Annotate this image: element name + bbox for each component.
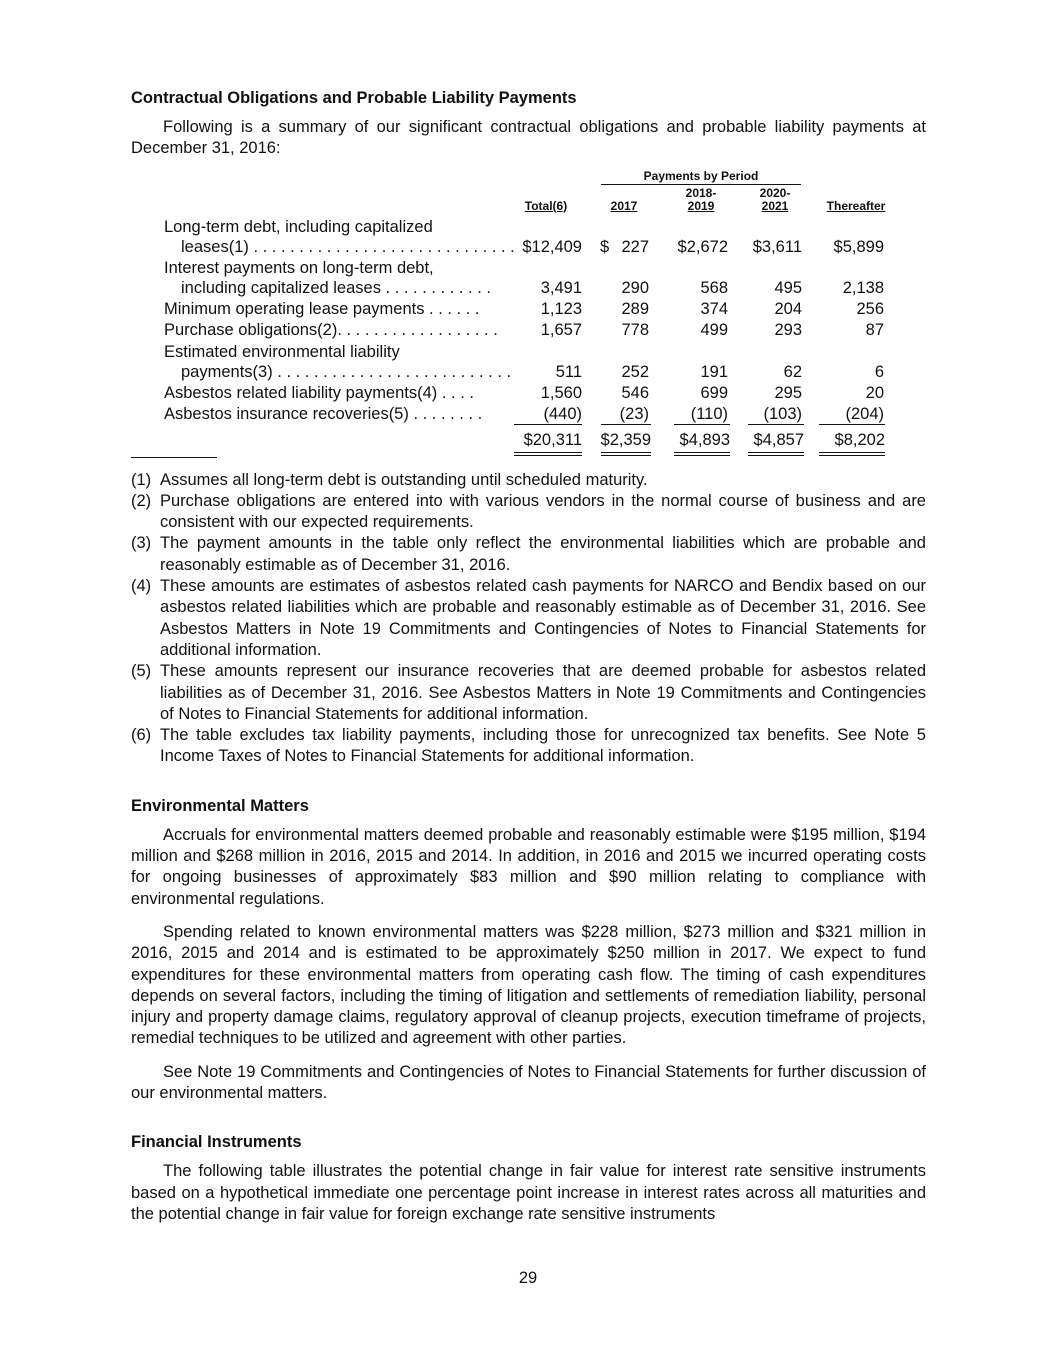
cell-2018-2019: 374: [700, 299, 728, 318]
document-page: [131, 88, 926, 1225]
footnote-text: These amounts are estimates of asbestos related cash payments for NARCO and Bendix based on our asbestos related liabilities which are probable and reasonably estimable as of December 31, 2016. See Asbestos Matters in Note 19 Commitments and Contingencies of Notes to Financial Statements for additional information.: [160, 577, 926, 659]
cell-2017: 252: [621, 362, 649, 381]
total-double-rule: [514, 452, 582, 453]
cell-2017: (23): [619, 404, 649, 423]
subtotal-rule: [514, 424, 582, 425]
footnote-text: These amounts represent our insurance recoveries that are deemed probable for asbestos related liabilities as of December 31, 2016. See Asbestos Matters in Note 19 Commitments and Contingencies of Notes to Financial Statements for additional information.: [160, 662, 926, 723]
total-double-rule: [748, 455, 804, 456]
page-number: 29: [518, 1269, 538, 1287]
row-label: Purchase obligations(2). . . . . . . . . . . . . . . . . .: [164, 320, 498, 339]
cell-2020-2021: 293: [774, 320, 802, 339]
total-double-rule: [514, 455, 582, 456]
row-label: Interest payments on long-term debt,: [164, 258, 434, 277]
cell-2020-2021: (103): [763, 404, 802, 423]
row-label: Asbestos related liability payments(4) . . . .: [164, 383, 474, 402]
footnote: [131, 533, 926, 576]
footnotes: [131, 470, 926, 768]
footnote-text: Purchase obligations are entered into with various vendors in the normal course of business and are consistent with our expected requirements.: [160, 491, 926, 532]
section-heading-contractual: Contractual Obligations and Probable Liability Payments: [131, 89, 577, 107]
total-double-rule: [601, 452, 651, 453]
cell-2017: 289: [621, 299, 649, 318]
footnote-number: (6): [131, 726, 152, 745]
row-label-cont: payments(3) . . . . . . . . . . . . . . . . . . . . . . . . . .: [181, 362, 512, 381]
cell-total: $12,409: [522, 237, 582, 256]
subtotal-rule: [674, 424, 730, 425]
cell-total: (440): [543, 404, 582, 423]
cell-total: 1,657: [540, 320, 582, 339]
cell-thereafter: 2,138: [842, 278, 884, 297]
cell-thereafter: 6: [874, 362, 884, 381]
col-header-total: Total(6): [524, 198, 568, 213]
row-label: Estimated environmental liability: [164, 342, 400, 361]
footnote: [131, 576, 926, 661]
total-2017: $2,359: [600, 430, 651, 449]
cell-2018-2019: (110): [690, 404, 728, 423]
subtotal-rule: [601, 424, 651, 425]
footnote: [131, 661, 926, 725]
total-thereafter: $8,202: [834, 430, 885, 449]
total-double-rule: [748, 452, 804, 453]
total-double-rule: [601, 455, 651, 456]
cell-thereafter: (204): [845, 404, 884, 423]
obligations-table: [131, 168, 926, 463]
total-double-rule: [674, 452, 730, 453]
total-2020-2021: $4,857: [753, 430, 804, 449]
footnote-number: (3): [131, 534, 152, 553]
footnote-number: (5): [131, 662, 152, 681]
footnote-text: The payment amounts in the table only reflect the environmental liabilities which are probable and reasonably estimable as of December 31, 2016.: [160, 534, 926, 574]
cell-2018-2019: 699: [700, 383, 728, 402]
cell-2017-prefix: $: [600, 237, 610, 256]
contractual-intro: Following is a summary of our significant contractual obligations and probable liability payments at December 31, 2016:: [131, 118, 926, 158]
cell-2018-2019: 568: [700, 278, 728, 297]
subtotal-rule: [819, 424, 885, 425]
row-label: Minimum operating lease payments . . . . . .: [164, 299, 480, 318]
col-header-2020-bot: 2021: [761, 198, 789, 213]
footnote-text: The table excludes tax liability payments, including those for unrecognized tax benefits. See Note 5 Income Taxes of Notes to Financial Statements for additional information.: [160, 726, 926, 766]
cell-2017: 546: [621, 383, 649, 402]
footnote: [131, 491, 926, 534]
total-double-rule: [674, 455, 730, 456]
col-header-2018-top: 2018-: [685, 185, 717, 200]
cell-thereafter: 256: [856, 299, 884, 318]
footnote-number: (2): [131, 491, 152, 510]
cell-total: 511: [555, 362, 582, 381]
cell-total: 3,491: [540, 278, 582, 297]
col-header-2017: 2017: [610, 198, 638, 213]
footnote: [131, 470, 926, 491]
header-rule: [601, 184, 801, 185]
cell-2018-2019: 499: [700, 320, 728, 339]
environmental-paragraph-2: Spending related to known environmental matters was $228 million, $273 million and $321 million in 2016, 2015 and 2014 and is estimated to be approximately $250 million in 2017. We expect to fund expenditures for these environmental matters from operating cash flow. The timing of cash expenditures depends on several factors, including the timing of litigation and settlements of remediation liability, personal injury and property damage claims, regulatory approval of cleanup projects, execution timeframe of projects, remedial techniques to be utilized and agreement with other parties.: [131, 922, 926, 1048]
cell-thereafter: 87: [865, 320, 884, 339]
payments-by-period-header: Payments by Period: [643, 168, 759, 183]
cell-2017: 227: [621, 237, 649, 256]
cell-2020-2021: 204: [774, 299, 802, 318]
col-header-2020-top: 2020-: [759, 185, 791, 200]
total-double-rule: [819, 455, 885, 456]
total-total: $20,311: [523, 430, 582, 449]
section-heading-environmental: Environmental Matters: [131, 796, 309, 815]
total-2018-2019: $4,893: [679, 430, 730, 449]
cell-2020-2021: 495: [774, 278, 802, 297]
row-label: Asbestos insurance recoveries(5) . . . . . . . .: [164, 404, 483, 423]
row-label-cont: leases(1) . . . . . . . . . . . . . . . . . . . . . . . . . . . . .: [181, 237, 515, 256]
cell-2018-2019: 191: [700, 362, 728, 381]
total-double-rule: [819, 452, 885, 453]
footnote-text: Assumes all long-term debt is outstanding until scheduled maturity.: [160, 470, 648, 489]
cell-thereafter: 20: [865, 383, 884, 402]
cell-thereafter: $5,899: [833, 237, 884, 256]
financial-paragraph-1: The following table illustrates the potential change in fair value for interest rate sensitive instruments based on a hypothetical immediate one percentage point increase in interest rates across all maturities and the potential change in fair value for foreign exchange rate sensitive instruments: [131, 1162, 926, 1223]
footnote: [131, 725, 926, 768]
footnote-number: (4): [131, 577, 152, 596]
col-header-thereafter: Thereafter: [826, 198, 886, 213]
subtotal-rule: [748, 424, 804, 425]
footnote-number: (1): [131, 470, 152, 489]
cell-2017: 778: [621, 320, 649, 339]
cell-2017: 290: [621, 278, 649, 297]
cell-2020-2021: 62: [783, 362, 802, 381]
cell-total: 1,560: [540, 383, 582, 402]
cell-2018-2019: $2,672: [677, 237, 728, 256]
section-heading-financial: Financial Instruments: [131, 1133, 302, 1152]
cell-total: 1,123: [540, 299, 582, 318]
cell-2020-2021: 295: [774, 383, 802, 402]
cell-2020-2021: $3,611: [752, 237, 802, 256]
environmental-paragraph-3: See Note 19 Commitments and Contingencies of Notes to Financial Statements for further discussion of our environmental matters.: [131, 1062, 926, 1103]
row-label: Long-term debt, including capitalized: [164, 217, 433, 236]
col-header-2018-bot: 2019: [687, 198, 715, 213]
environmental-paragraph-1: Accruals for environmental matters deemed probable and reasonably estimable were $195 million, $194 million and $268 million in 2016, 2015 and 2014. In addition, in 2016 and 2015 we incurred operating costs for ongoing businesses of approximately $83 million and $90 million relating to compliance with environmental regulations.: [131, 825, 926, 908]
row-label-cont: including capitalized leases . . . . . . . . . . . .: [181, 278, 491, 297]
